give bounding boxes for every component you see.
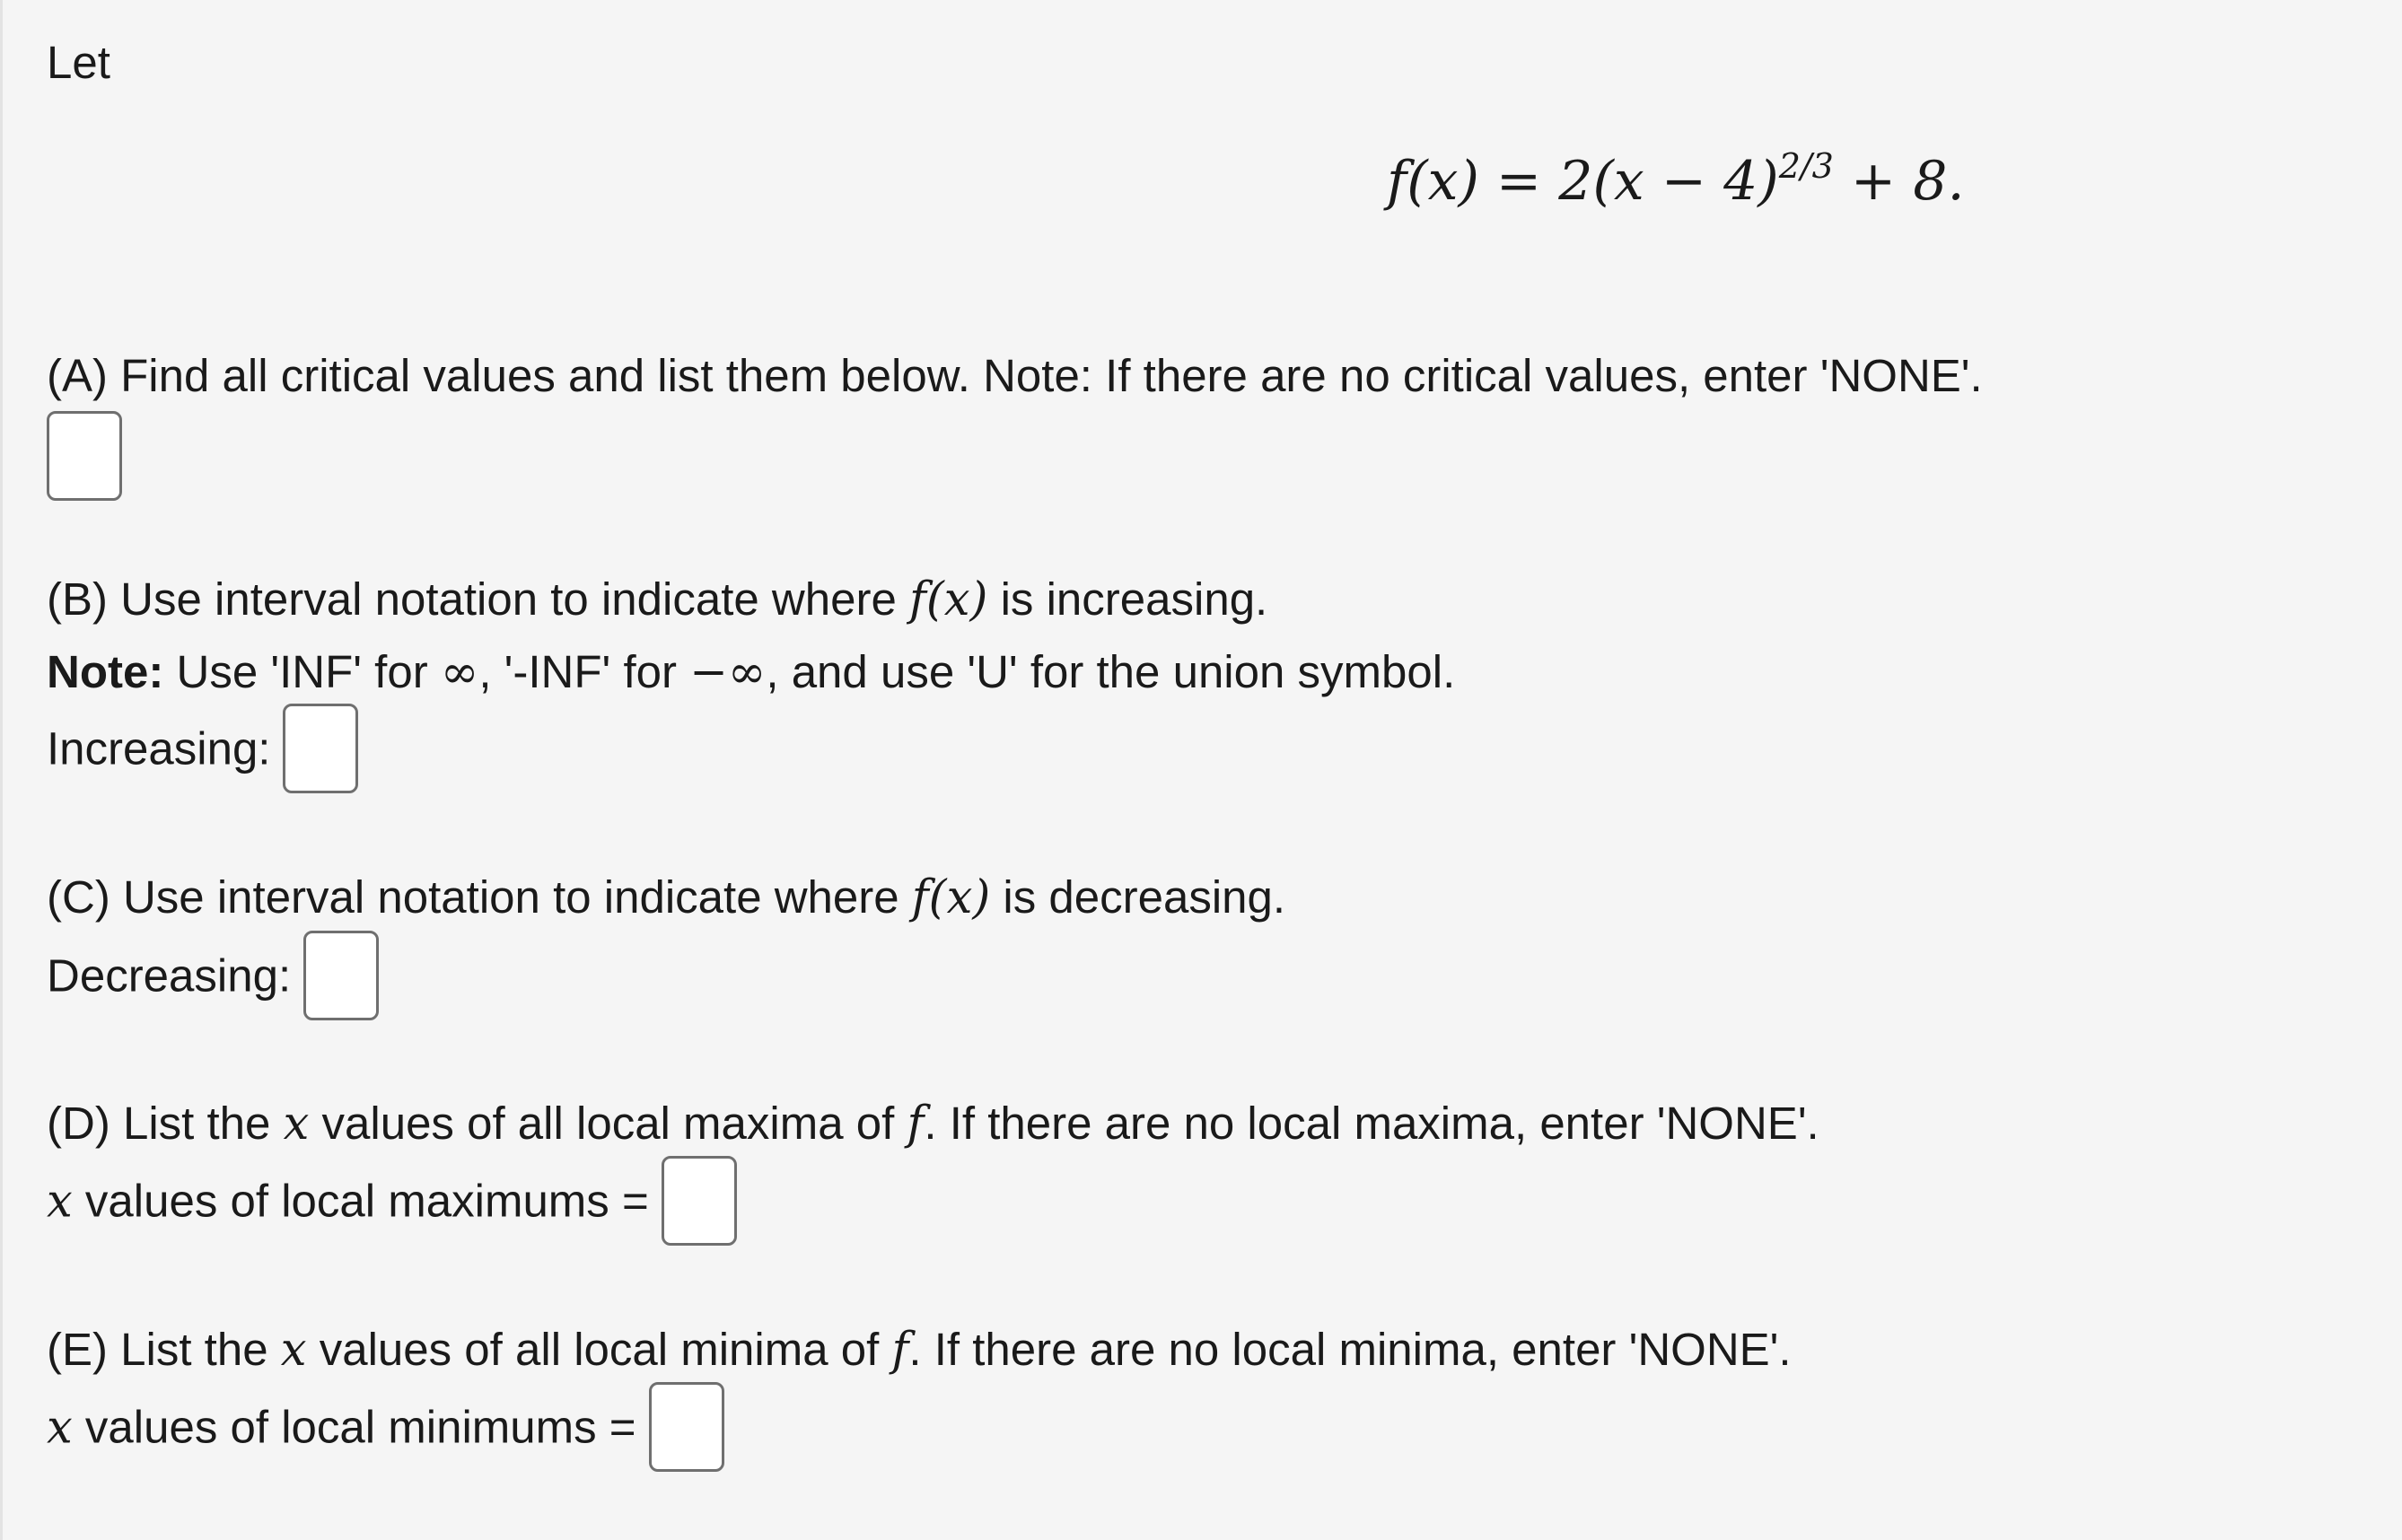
decreasing-label: Decreasing: bbox=[47, 949, 292, 1002]
formula-rhs: + 8. bbox=[1833, 150, 1965, 213]
local-max-label: values of local maximums = bbox=[72, 1175, 649, 1227]
note-text-3: , and use 'U' for the union symbol. bbox=[766, 646, 1456, 697]
local-min-label: values of local minimums = bbox=[72, 1401, 636, 1453]
part-d-question bbox=[47, 1098, 1819, 1151]
local-min-var: x bbox=[47, 1401, 73, 1455]
part-d-f: f bbox=[907, 1098, 925, 1151]
part-a-question: (A) Find all critical values and list them below. Note: If there are no critical values, enter 'NONE'. bbox=[47, 350, 1983, 401]
local-max-var: x bbox=[47, 1175, 73, 1229]
local-min-row bbox=[47, 1386, 724, 1475]
critical-values-input[interactable] bbox=[47, 411, 122, 501]
part-b-note bbox=[47, 646, 1456, 699]
formula-exponent: 2/3 bbox=[1778, 146, 1834, 186]
note-label: Note: bbox=[47, 646, 164, 697]
decreasing-input[interactable] bbox=[303, 931, 379, 1020]
note-text-2: , '-INF' for bbox=[478, 646, 690, 697]
negative-infinity-symbol: −∞ bbox=[689, 646, 767, 699]
function-formula bbox=[1387, 146, 1965, 213]
part-e-f: f bbox=[891, 1324, 909, 1377]
part-c-suffix: is decreasing. bbox=[990, 871, 1286, 923]
part-d-prefix: (D) List the bbox=[47, 1098, 284, 1149]
part-e-prefix: (E) List the bbox=[47, 1324, 281, 1375]
part-b-function: f(x) bbox=[908, 573, 988, 626]
left-border bbox=[0, 0, 3, 1540]
local-min-input[interactable] bbox=[649, 1382, 724, 1472]
part-e-middle: values of all local minima of bbox=[306, 1324, 892, 1375]
note-text-1: Use 'INF' for bbox=[163, 646, 441, 697]
local-max-input[interactable] bbox=[662, 1156, 737, 1246]
decreasing-row bbox=[47, 934, 379, 1024]
part-b-suffix: is increasing. bbox=[987, 573, 1268, 625]
local-max-row bbox=[47, 1159, 737, 1249]
part-c-prefix: (C) Use interval notation to indicate where bbox=[47, 871, 912, 923]
increasing-row bbox=[47, 707, 358, 797]
part-c-function: f(x) bbox=[911, 871, 991, 924]
part-b-question bbox=[47, 573, 1268, 626]
intro-text: Let bbox=[47, 37, 110, 88]
increasing-label: Increasing: bbox=[47, 722, 271, 774]
infinity-symbol: ∞ bbox=[440, 646, 479, 699]
part-d-var: x bbox=[283, 1098, 310, 1151]
part-d-middle: values of all local maxima of bbox=[309, 1098, 907, 1149]
part-c-question bbox=[47, 871, 1286, 924]
critical-values-input-wrap bbox=[47, 411, 122, 501]
part-e-question bbox=[47, 1324, 1792, 1377]
part-e-suffix: . If there are no local minima, enter 'NONE'. bbox=[908, 1324, 1792, 1375]
part-d-suffix: . If there are no local maxima, enter 'NONE'. bbox=[924, 1098, 1819, 1149]
part-b-prefix: (B) Use interval notation to indicate where bbox=[47, 573, 909, 625]
formula-lhs: f(x) = 2(x − 4) bbox=[1387, 150, 1779, 213]
increasing-input[interactable] bbox=[283, 704, 358, 793]
part-e-var: x bbox=[280, 1324, 307, 1377]
